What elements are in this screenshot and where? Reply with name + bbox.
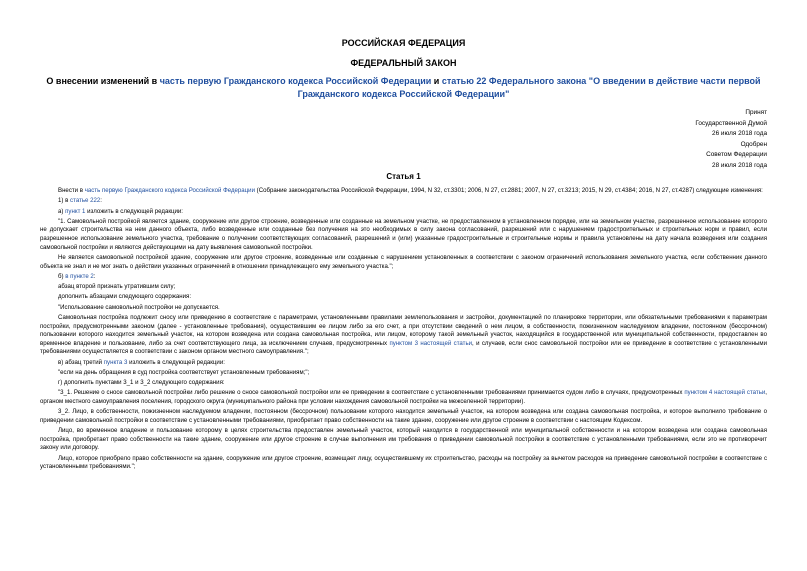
paragraph — [40, 359, 767, 368]
law-title-conjunction: и — [431, 76, 442, 86]
point-3-paragraph-link[interactable]: пункта 3 — [103, 358, 128, 366]
point-2-link[interactable]: в пункте 2 — [65, 272, 94, 280]
text: изложить в следующей редакции: — [85, 207, 183, 215]
paragraph: Не является самовольной постройкой здание, сооружение или другое строение, возведенные или созданные с нарушением установленных в соответствии с законом ограничений использования земельного участка, если собственник данного объекта не знал и не мог знать о действии указанных ограничений в отношении принадлежащего ему земельного участка."; — [40, 253, 767, 270]
paragraph: дополнить абзацами следующего содержания: — [58, 293, 192, 301]
paragraph — [40, 208, 767, 217]
article-title: Статья 1 — [386, 172, 421, 181]
text: а) — [58, 207, 66, 215]
text: : — [100, 197, 102, 205]
civil-code-link[interactable]: часть первую Гражданского кодекса Российской Федерации — [84, 187, 255, 194]
paragraph — [40, 273, 767, 282]
paragraph: Лицо, во временное владение и пользование которому в целях строительства предоставлен земельный участок, который находится в государственной или муниципальной собственности и на котором возведена или создана самовольная постройка, приобретает право собственности на такие здание, сооружение или другое строение в случае выполнения им требования о приведении самовольной постройки в соответствие с установленными требованиями, если это не противоречит закону или договору. — [40, 427, 767, 452]
text: "3_1. Решение о сносе самовольной постройки либо решение о сносе самовольной постройки или ее приведении в соответствие с установленными требованиями принимается судом либо в случаях, предусмотренных — [58, 389, 685, 397]
paragraph: г) дополнить пунктами 3_1 и 3_2 следующего содержания: — [58, 379, 225, 387]
article-22-law-link[interactable]: статью 22 Федерального закона "О введении в действие части первой Гражданского кодекса Российской Федерации" — [297, 76, 761, 99]
text: Внести в — [58, 187, 85, 194]
paragraph: "Использование самовольной постройки не допускается. — [58, 303, 220, 311]
text: б) — [58, 272, 66, 280]
duma-date: 26 июля 2018 года — [712, 130, 767, 137]
point-1-link[interactable]: пункт 1 — [65, 207, 86, 215]
federation-council-label: Советом Федерации — [706, 151, 767, 158]
text: 1) в — [58, 197, 71, 205]
law-title-prefix: О внесении изменений в — [46, 76, 160, 86]
adoption-block — [695, 108, 767, 171]
text: : — [93, 272, 96, 280]
adopted-label: Принят — [745, 109, 767, 116]
state-duma-label: Государственной Думой — [695, 119, 767, 127]
point-4-link[interactable]: пунктом 4 настоящей статьи — [684, 389, 766, 397]
article-body — [40, 187, 767, 474]
paragraph — [40, 197, 767, 206]
paragraph: Лицо, которое приобрело право собственности на здание, сооружение или другое строение, возмещает лицу, осуществившему их строительство, расходы на постройку за вычетом расходов на приведение самовольной постройки в соответствие с установленными требованиями."; — [40, 454, 767, 471]
paragraph — [40, 187, 767, 196]
paragraph: абзац второй признать утратившим силу; — [58, 283, 176, 291]
approved-label: Одобрен — [740, 140, 767, 148]
point-3-link[interactable]: пунктом 3 настоящей статьи — [389, 339, 473, 347]
paragraph — [40, 314, 767, 357]
federation-heading: РОССИЙСКАЯ ФЕДЕРАЦИЯ — [341, 38, 466, 48]
paragraph: "если на день обращения в суд постройка соответствует установленным требованиям;"; — [58, 368, 310, 376]
text: , и случаев, если снос самовольной постройки или ее приведение в соответствие с установленными требованиями осуществляется в соответствии с законом органом местного самоуправления."; — [40, 339, 768, 356]
text: , органом местного самоуправления поселения, городского округа (муниципального района при условии нахождения самовольной постройки на межселенной территории). — [40, 389, 767, 405]
paragraph: "1. Самовольной постройкой является здание, сооружение или другое строение, возведенные или созданные на земельном участке, не предоставленном в установленном порядке, или на земельном участке, разрешенное использование которого не допускает строительства на нем данного объекта, либо возведенные или созданные без получения на это необходимых в силу закона согласований, разрешений или с нарушением градостроительных и строительных норм и правил, если разрешенное использование земельного участка, требование о получении соответствующих согласований, разрешений и (или) указанные градостроительные и строительные нормы и правила установлены на дату начала возведения или создания самовольной постройки и являются действующими на дату выявления самовольной постройки. — [40, 217, 767, 251]
text: Самовольная постройка подлежит сносу или приведению в соответствие с параметрами, установленными правилами землепользования и застройки, документацией по планировке территории, или обязательными требованиями к параметрам постройки, предусмотренными законом (далее - установленные требования), осуществившим ее лицом либо за его счет, а при отсутствии сведений о нем лицом, в собственности, пожизненном наследуемом владении, постоянном (бессрочном) пользовании которого находится земельный участок, на котором возведена или создана самовольная постройка, или лицом, которому такой земельный участок, находящийся в государственной или муниципальной собственности, предоставлен во временное владение и пользование, либо за счет соответствующего лица, за исключением случаев, предусмотренных — [40, 313, 767, 347]
article-222-link[interactable]: статье 222 — [70, 197, 101, 205]
text: (Собрание законодательства Российской Федерации, 1994, N 32, ст.3301; 2006, N 27, ст.2881; 2007, N 27, ст.3213; 2015, N 29, ст.4384; 2016, N 27, ст.4287) следующие изменения: — [254, 187, 763, 194]
law-title — [40, 75, 767, 101]
text: изложить в следующей редакции: — [127, 358, 225, 366]
law-type-heading: ФЕДЕРАЛЬНЫЙ ЗАКОН — [350, 58, 457, 68]
council-date: 28 июля 2018 года — [712, 161, 767, 169]
paragraph: 3_2. Лицо, в собственности, пожизненном наследуемом владении, постоянном (бессрочном) пользовании которого находится земельный участок, на котором возведена или создана самовольная постройка, и которое выполнило требование о приведении самовольной постройки в соответствие с установленными требованиями, приобретает право собственности на такие здание, сооружение или другое строение в соответствии с настоящим Кодексом. — [40, 408, 767, 424]
paragraph — [40, 389, 767, 406]
civil-code-part-one-link[interactable]: часть первую Гражданского кодекса Российской Федерации — [159, 76, 432, 86]
text: в) абзац третий — [58, 358, 104, 366]
